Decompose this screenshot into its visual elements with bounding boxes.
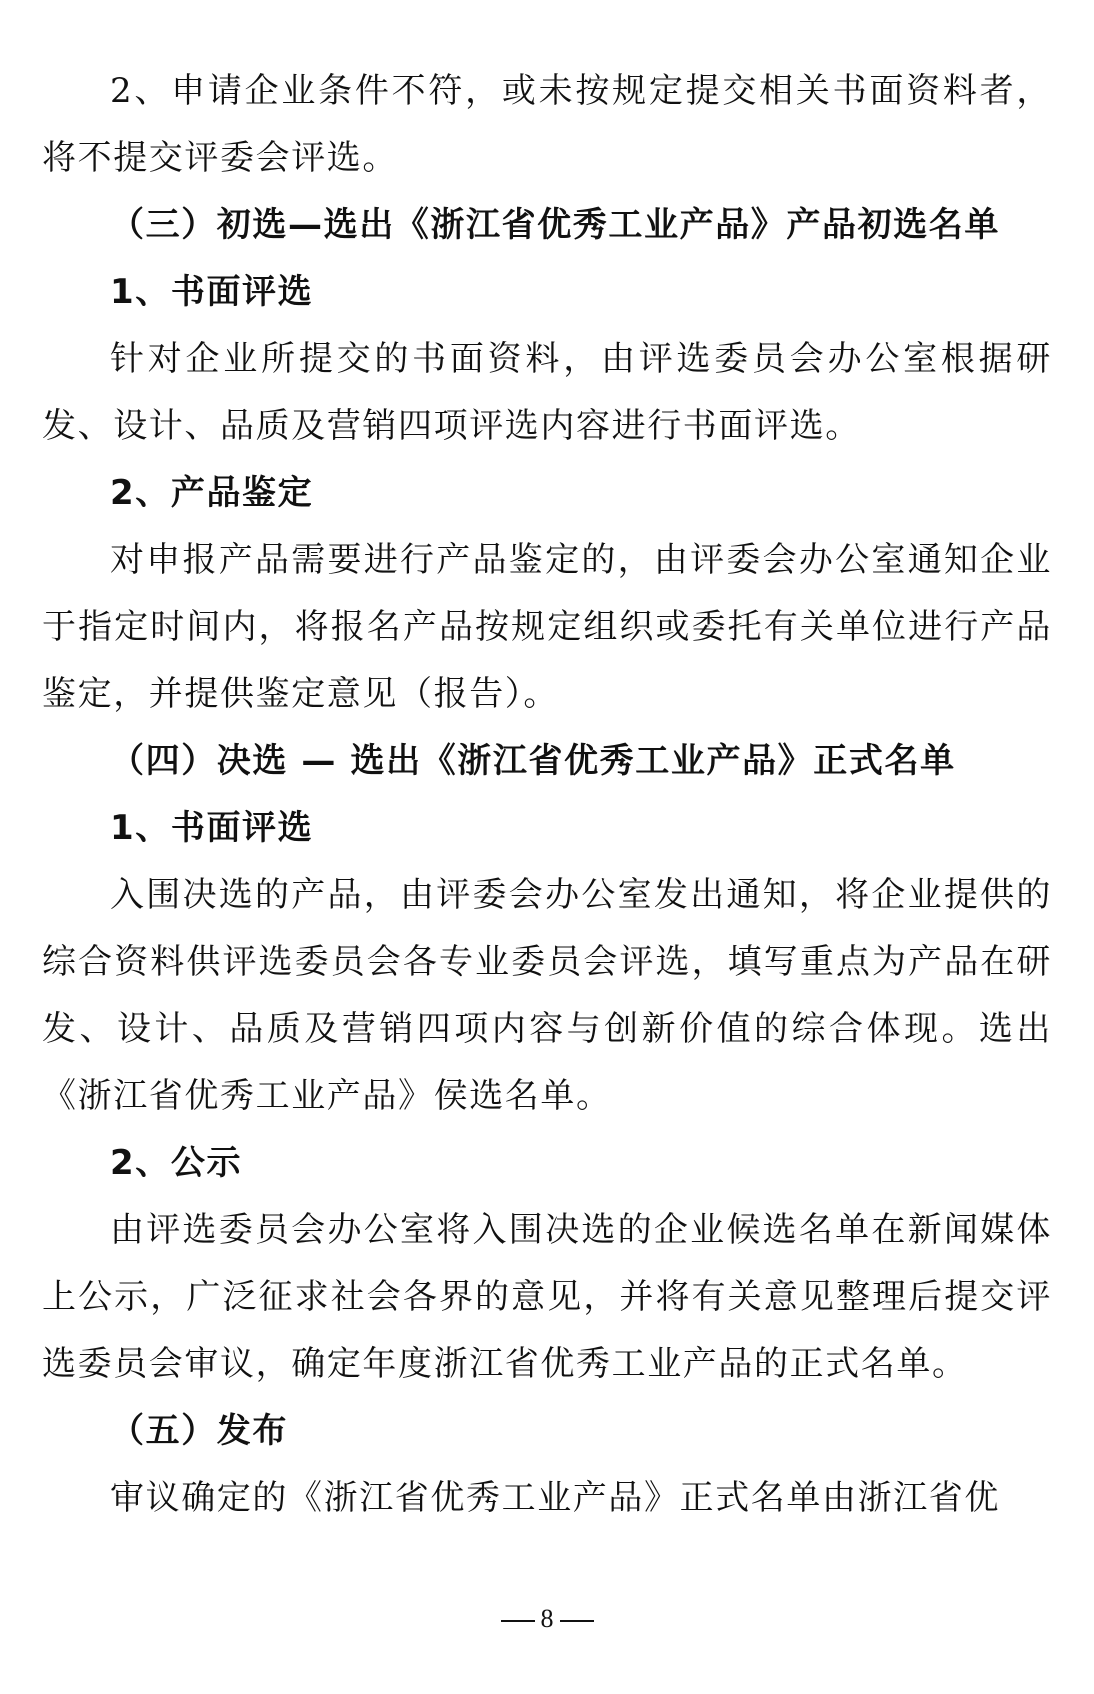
subheading-final-written-review: 1、书面评选 (110, 808, 314, 848)
paragraph-condition-note: 2、申请企业条件不符，或未按规定提交相关书面资料者，将不提交评委会评选。 (42, 71, 1052, 178)
page-footer (0, 1604, 1094, 1634)
subheading-product-appraisal: 2、产品鉴定 (110, 473, 314, 513)
section-heading-final: （四）决选 — 选出《浙江省优秀工业产品》正式名单 (110, 741, 956, 781)
subheading-written-review: 1、书面评选 (110, 272, 314, 312)
footer-dash-left (501, 1620, 535, 1622)
section-heading-release: （五）发布 (110, 1411, 288, 1451)
section-heading-preliminary: （三）初选—选出《浙江省优秀工业产品》产品初选名单 (110, 205, 1000, 245)
paragraph-product-appraisal: 对申报产品需要进行产品鉴定的，由评委会办公室通知企业于指定时间内，将报名产品按规定组织或委托有关单位进行产品鉴定，并提供鉴定意见（报告）。 (42, 540, 1052, 714)
subheading-public-notice: 2、公示 (110, 1143, 243, 1183)
paragraph-release: 审议确定的《浙江省优秀工业产品》正式名单由浙江省优 (110, 1478, 1000, 1518)
paragraph-final-written-review: 入围决选的产品，由评委会办公室发出通知，将企业提供的综合资料供评选委员会各专业委员会评选，填写重点为产品在研发、设计、品质及营销四项内容与创新价值的综合体现。选出《浙江省优秀工业产品》侯选名单。 (42, 875, 1052, 1116)
page-number: 8 (540, 1604, 554, 1633)
footer-dash-right (560, 1620, 594, 1622)
paragraph-written-review: 针对企业所提交的书面资料，由评选委员会办公室根据研发、设计、品质及营销四项评选内容进行书面评选。 (42, 339, 1052, 446)
document-body (42, 58, 1052, 1532)
paragraph-public-notice: 由评选委员会办公室将入围决选的企业候选名单在新闻媒体上公示，广泛征求社会各界的意见，并将有关意见整理后提交评选委员会审议，确定年度浙江省优秀工业产品的正式名单。 (42, 1210, 1052, 1384)
